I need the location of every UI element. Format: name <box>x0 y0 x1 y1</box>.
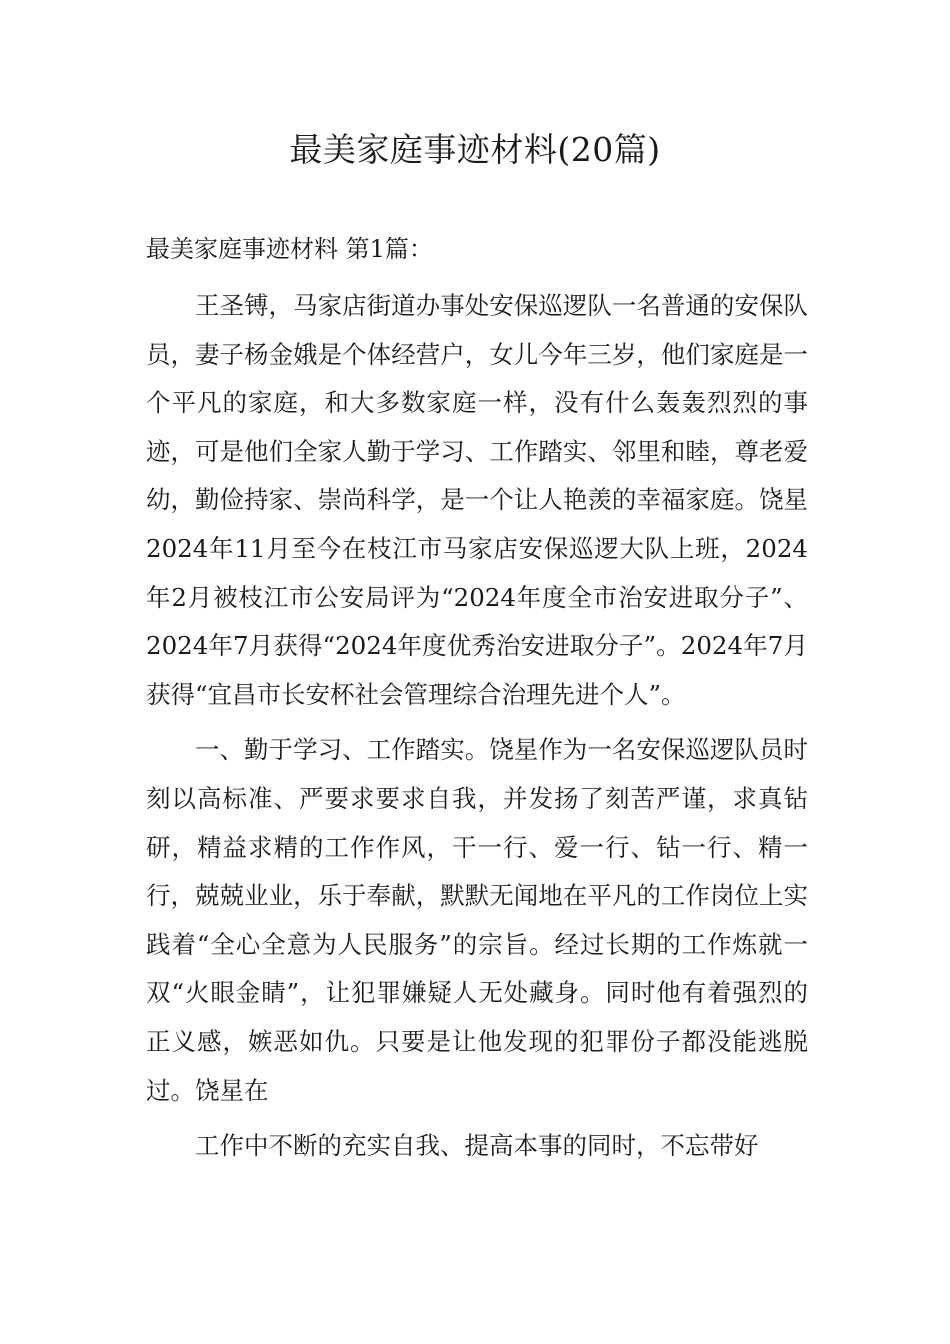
paragraph-2: 一、勤于学习、工作踏实。饶星作为一名安保巡逻队员时刻以高标准、严要求要求自我，并发扬了刻苦严谨，求真钻研，精益求精的工作作风，干一行、爱一行、钻一行、精一行，兢兢业业，乐于奉献，默默无闻地在平凡的工作岗位上实践着“全心全意为人民服务”的宗旨。经过长期的工作炼就一双“火眼金睛”，让犯罪嫌疑人无处藏身。同时他有着强烈的正义感，嫉恶如仇。只要是让他发现的犯罪份子都没能逃脱过。饶星在 <box>146 735 808 1105</box>
paragraph-1: 王圣镈，马家店街道办事处安保巡逻队一名普通的安保队员，妻子杨金娥是个体经营户，女儿今年三岁，他们家庭是一个平凡的家庭，和大多数家庭一样，没有什么轰轰烈烈的事迹，可是他们全家人勤于学习、工作踏实、邻里和睦，尊老爱幼，勤俭持家、崇尚科学，是一个让人艳羡的幸福家庭。饶星2024年11月至今在枝江市马家店安保巡逻大队上班，2024年2月被枝江市公安局评为“2024年度全市治安进取分子”、2024年7月获得“2024年度优秀治安进取分子”。2024年7月获得“宜昌市长安杯社会管理综合治理先进个人”。 <box>146 291 808 709</box>
document-body <box>146 282 808 1178</box>
section-heading: 最美家庭事迹材料 第1篇： <box>146 235 433 263</box>
paragraph-3: 工作中不断的充实自我、提高本事的同时，不忘带好 <box>195 1131 759 1161</box>
document-title: 最美家庭事迹材料(20篇) <box>289 130 661 169</box>
